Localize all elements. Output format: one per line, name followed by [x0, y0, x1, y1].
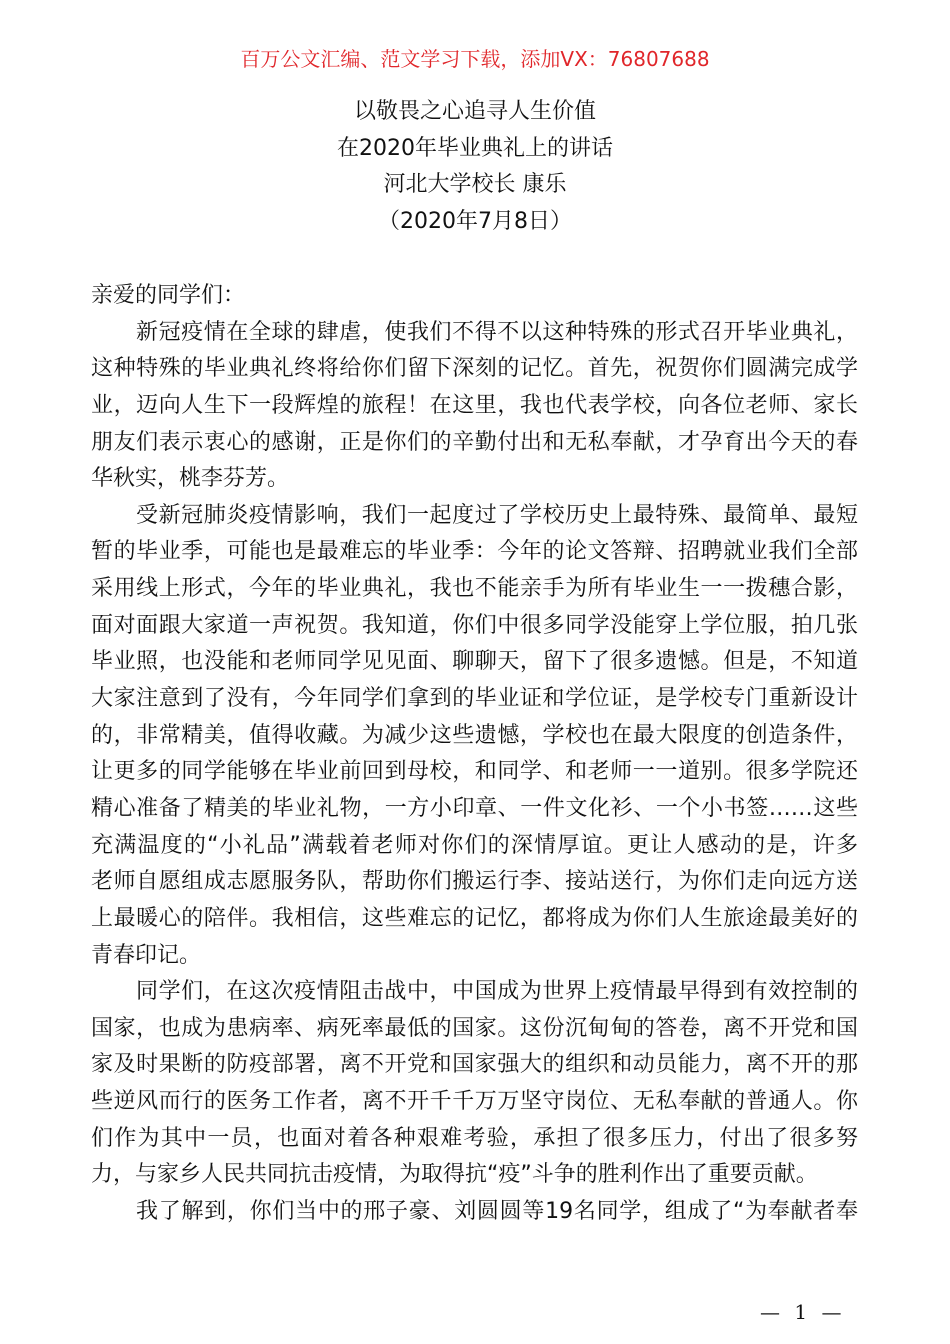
greeting: 亲爱的同学们： [91, 283, 246, 308]
title-author: 河北大学校长 康乐 [383, 172, 567, 198]
paragraph-line: 朋友们表示衷心的感谢，正是你们的辛勤付出和无私奉献，才孕育出今天的春 [91, 429, 858, 455]
paragraph-line: 家及时果断的防疫部署，离不开党和国家强大的组织和动员能力，离不开的那 [91, 1052, 858, 1078]
paragraph [91, 1194, 858, 1231]
paragraph-line: 毕业照，也没能和老师同学见见面、聊聊天，留下了很多遗憾。但是，不知道 [91, 649, 858, 675]
paragraph-line: 让更多的同学能够在毕业前回到母校，和同学、和老师一一道别。很多学院还 [91, 759, 858, 785]
paragraph-line: 我了解到，你们当中的邢子豪、刘圆圆等19名同学，组成了“为奉献者奉 [136, 1199, 858, 1225]
title-date: （2020年7月8日） [378, 209, 572, 235]
paragraph-line: 受新冠肺炎疫情影响，我们一起度过了学校历史上最特殊、最简单、最短 [136, 502, 858, 528]
title-main: 以敬畏之心追寻人生价值 [353, 99, 596, 124]
paragraph-line: 采用线上形式，今年的毕业典礼，我也不能亲手为所有毕业生一一拨穗合影， [91, 576, 858, 602]
paragraph-line: 力，与家乡人民共同抗击疫情，为取得抗“疫”斗争的胜利作出了重要贡献。 [91, 1162, 818, 1188]
title-subtitle: 在2020年毕业典礼上的讲话 [337, 135, 613, 161]
paragraph-line: 新冠疫情在全球的肆虐，使我们不得不以这种特殊的形式召开毕业典礼， [136, 319, 858, 345]
paragraph-line: 国家，也成为患病率、病死率最低的国家。这份沉甸甸的答卷，离不开党和国 [91, 1015, 858, 1041]
page-number: — 1 — [760, 1300, 846, 1324]
paragraph-line: 们作为其中一员，也面对着各种艰难考验，承担了很多压力，付出了很多努 [91, 1125, 858, 1151]
paragraph-line: 精心准备了精美的毕业礼物，一方小印章、一件文化衫、一个小书签……这些 [91, 795, 858, 821]
paragraph-line: 同学们，在这次疫情阻击战中，中国成为世界上疫情最早得到有效控制的 [136, 979, 858, 1005]
paragraph-line: 上最暖心的陪伴。我相信，这些难忘的记忆，都将成为你们人生旅途最美好的 [91, 905, 858, 931]
paragraph [91, 498, 858, 974]
paragraph-line: 些逆风而行的医务工作者，离不开千千万万坚守岗位、无私奉献的普通人。你 [91, 1089, 858, 1115]
paragraph-line: 老师自愿组成志愿服务队，帮助你们搬运行李、接站送行，为你们走向远方送 [91, 869, 858, 895]
paragraph-line: 的，非常精美，值得收藏。为减少这些遗憾，学校也在最大限度的创造条件， [91, 722, 858, 748]
paragraph-line: 充满温度的“小礼品”满载着老师对你们的深情厚谊。更让人感动的是，许多 [91, 832, 858, 858]
title-block [0, 94, 950, 241]
paragraph-line: 暂的毕业季，可能也是最难忘的毕业季：今年的论文答辩、招聘就业我们全部 [91, 539, 858, 565]
paragraph-line: 青春印记。 [91, 942, 202, 968]
paragraph-line: 大家注意到了没有，今年同学们拿到的毕业证和学位证，是学校专门重新设计 [91, 686, 858, 712]
paragraph [91, 974, 858, 1194]
watermark-banner: 百万公文汇编、范文学习下载，添加VX：76807688 [240, 47, 710, 71]
paragraph-line: 业，迈向人生下一段辉煌的旅程！在这里，我也代表学校，向各位老师、家长 [91, 392, 858, 418]
paragraph [91, 315, 858, 498]
paragraph-line: 面对面跟大家道一声祝贺。我知道，你们中很多同学没能穿上学位服，拍几张 [91, 612, 858, 638]
paragraph-line: 这种特殊的毕业典礼终将给你们留下深刻的记忆。首先，祝贺你们圆满完成学 [91, 356, 858, 382]
paragraph-line: 华秋实，桃李芬芳。 [91, 466, 290, 492]
document-body [91, 278, 858, 1231]
